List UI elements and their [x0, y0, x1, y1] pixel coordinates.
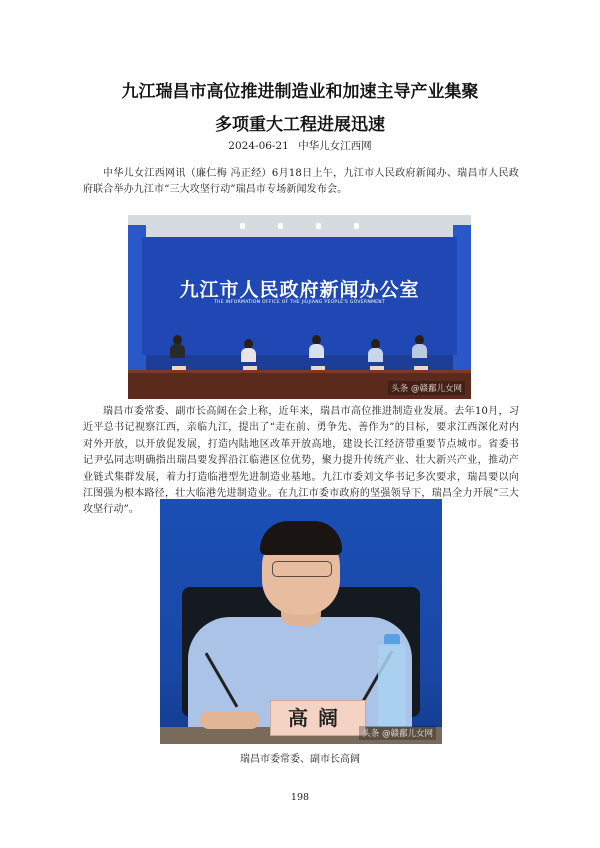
publish-source: 中华儿女江西网: [298, 140, 372, 152]
ceiling-lamp: [316, 223, 321, 229]
ceiling: [128, 215, 471, 237]
watermark: 头条 @赣鄱儿女网: [359, 726, 436, 740]
nameplate: 高阔: [270, 700, 366, 736]
publish-date: 2024-06-21: [228, 140, 289, 152]
press-conference-photo: [128, 215, 471, 399]
paragraph-intro: 中华儿女江西网讯（廉仁梅 冯正经）6月18日上午，九江市人民政府新闻办、瑞昌市人民政府联合举办九江市“三大攻坚行动”瑞昌市专场新闻发布会。: [83, 168, 519, 196]
watermark: 头条 @赣鄱儿女网: [388, 381, 465, 395]
article-title: 九江瑞昌市高位推进制造业和加速主导产业集聚: [121, 82, 479, 102]
backdrop-subtitle: THE INFORMATION OFFICE OF THE JIUJIANG PEOPLE'S GOVERNMENT: [213, 300, 386, 305]
speaker-portrait-photo: [160, 499, 442, 744]
article-meta: [0, 138, 600, 153]
photo-caption: 瑞昌市委常委、副市长高阔: [240, 754, 360, 765]
article-subtitle: 多项重大工程进展迅速: [215, 115, 385, 135]
backdrop-title: 九江市人民政府新闻办公室: [179, 279, 420, 301]
water-bottle: [378, 644, 406, 734]
ceiling-lamp: [278, 223, 283, 229]
hair: [260, 521, 342, 555]
ceiling-lamp: [354, 223, 359, 229]
paragraph-speech: 瑞昌市委常委、副市长高阔在会上称，近年来，瑞昌市高位推进制造业发展。去年10月，习近平总书记视察江西，亲临九江，提出了“走在前、勇争先、善作为”的目标，要求江西深化对内对外开放，以开放促发展，打造内陆地区改革开放高地，建设长江经济带重要节点城市。省委书记尹弘同志明确指出瑞昌要发挥沿江临港区位优势，聚力提升传统产业、壮大新兴产业，推动产业链式集群发展，着力打造临港型先进制造业基地。九江市委刘文华书记多次要求，瑞昌要以向江图强为根本路径，壮大临港先进制造业。在九江市委市政府的坚强领导下，瑞昌全力开展“三大攻坚行动”。: [83, 406, 519, 516]
hands: [200, 711, 260, 729]
page-number: 198: [290, 792, 310, 803]
ceiling-lamp: [240, 223, 245, 229]
glasses: [272, 561, 332, 577]
